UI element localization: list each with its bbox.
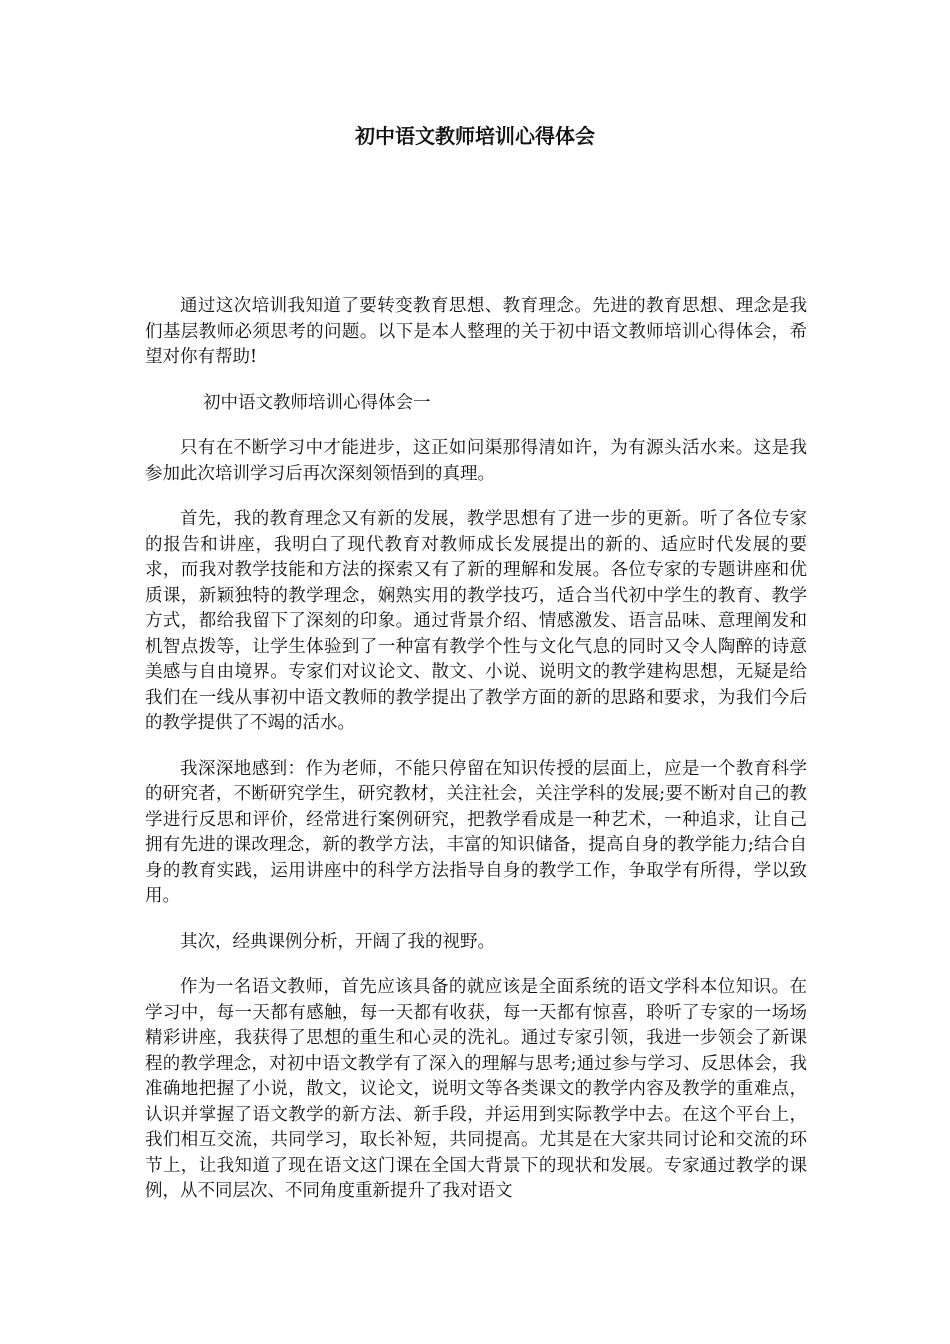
document-body <box>145 294 807 1225</box>
body-paragraph: 只有在不断学习中才能进步，这正如问渠那得清如许，为有源头活水来。这是我参加此次培训学习后再次深刻领悟到的真理。 <box>145 438 807 484</box>
body-paragraph: 我深深地感到：作为老师，不能只停留在知识传授的层面上，应是一个教育科学的研究者，不断研究学生，研究教材，关注社会，关注学科的发展;要不断对自己的教学进行反思和评价，经常进行案例研究，把教学看成是一种艺术，一种追求，让自己拥有先进的课改理念，新的教学方法，丰富的知识储备，提高自身的教学能力;结合自身的教育实践，运用讲座中的科学方法指导自身的教学工作，争取学有所得，学以致用。 <box>145 758 807 906</box>
document-title: 初中语文教师培训心得体会 <box>355 124 595 148</box>
intro-paragraph: 通过这次培训我知道了要转变教育思想、教育理念。先进的教育思想、理念是我们基层教师必须思考的问题。以下是本人整理的关于初中语文教师培训心得体会，希望对你有帮助! <box>145 296 807 367</box>
body-paragraph: 作为一名语文教师，首先应该具备的就应该是全面系统的语文学科本位知识。在学习中，每一天都有感触，每一天都有收获，每一天都有惊喜，聆听了专家的一场场精彩讲座，我获得了思想的重生和心灵的洗礼。通过专家引领，我进一步领会了新课程的教学理念，对初中语文教学有了深入的理解与思考;通过参与学习、反思体会，我准确地把握了小说，散文，议论文，说明文等各类课文的教学内容及教学的重难点，认识并掌握了语文教学的新方法、新手段，并运用到实际教学中去。在这个平台上，我们相互交流，共同学习，取长补短，共同提高。尤其是在大家共同讨论和交流的环节上，让我知道了现在语文这门课在全国大背景下的现状和发展。专家通过教学的课例，从不同层次、不同角度重新提升了我对语文 <box>145 977 807 1201</box>
section-heading: 初中语文教师培训心得体会一 <box>203 392 431 413</box>
body-paragraph: 首先，我的教育理念又有新的发展，教学思想有了进一步的更新。听了各位专家的报告和讲座，我明白了现代教育对教师成长发展提出的新的、适应时代发展的要求，而我对教学技能和方法的探索又有了新的理解和发展。各位专家的专题讲座和优质课，新颖独特的教学理念，娴熟实用的教学技巧，适合当代初中学生的教育、教学方式，都给我留下了深刻的印象。通过背景介绍、情感激发、语言品味、意理阐发和机智点拨等，让学生体验到了一种富有教学个性与文化气息的同时又令人陶醉的诗意美感与自由境界。专家们对议论文、散文、小说、说明文的教学建构思想，无疑是给我们在一线从事初中语文教师的教学提出了教学方面的新的思路和要求，为我们今后的教学提供了不竭的活水。 <box>145 509 807 733</box>
body-paragraph: 其次，经典课例分析，开阔了我的视野。 <box>180 931 495 952</box>
